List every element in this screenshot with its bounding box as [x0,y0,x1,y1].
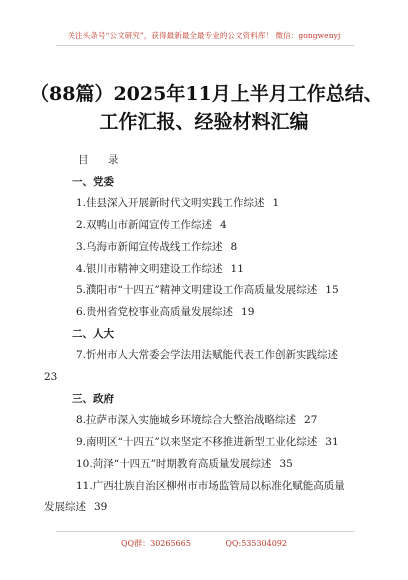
toc-item-page: 27 [304,414,318,427]
toc-item[interactable] [76,302,362,324]
document-title-line-2: 工作汇报、经验材料汇编 [99,111,309,133]
toc-item-page: 8 [230,240,238,253]
document-title [30,80,383,136]
header-divider [56,45,354,46]
toc-item[interactable] [76,193,362,215]
toc-item-page: 23 [44,371,58,384]
header-promo-note: 关注头条号“公文研究”，获得最新最全最专业的公文资料库！ 微信：gongwenyj [67,31,341,40]
toc-item-text: 1.佳县深入开展新时代文明实践工作综述 [76,197,265,210]
document-title-line-1: （88篇）2025年11月上半月工作总结、 [30,83,383,105]
toc-item-text: 9.南明区“十四五”以来坚定不移推进新型工业化综述 [76,436,318,449]
toc-item-continuation [44,497,362,519]
toc-item-text: 10.菏泽“十四五”时期教育高质量发展综述 [76,457,272,470]
toc-item-text: 6.贵州省党校事业高质量发展综述 [76,305,234,318]
toc-item[interactable] [76,215,362,237]
footer-qq: QQ:535304092 [225,539,287,548]
toc-item-page: 1 [272,197,280,210]
table-of-contents [44,150,362,519]
footer-qq-group: QQ群：30265665 [120,539,191,548]
toc-section-government: 三、政府 [72,392,114,405]
toc-item[interactable] [76,237,362,259]
toc-item-page: 19 [241,305,255,318]
footer-divider [56,531,354,532]
toc-item-text: 3.乌海市新闻宣传战线工作综述 [76,240,223,253]
toc-item-page: 39 [94,501,108,514]
toc-item[interactable] [76,280,362,302]
toc-item[interactable] [44,345,362,388]
toc-section-npc: 二、人大 [72,327,114,340]
toc-item-text: 2.双鸭山市新闻宣传工作综述 [76,219,213,232]
toc-item-text: 11.广西壮族自治区柳州市市场监管局以标准化赋能高质量 [76,479,345,492]
toc-item-page: 4 [220,219,227,232]
toc-item[interactable] [44,476,362,519]
toc-item[interactable] [76,259,362,281]
toc-item-continuation-text: 发展综述 [44,501,86,514]
toc-item[interactable] [76,432,362,454]
toc-item-text: 4.银川市精神文明建设工作综述 [76,262,223,275]
toc-item-page: 35 [279,457,293,470]
toc-item-page: 11 [230,262,244,275]
toc-item-text: 7.忻州市人大常委会学法用法赋能代表工作创新实践综述 [76,349,339,362]
toc-item-page: 15 [325,284,339,297]
toc-item-text: 5.濮阳市“十四五”精神文明建设工作高质量发展综述 [76,284,318,297]
toc-item-text: 8.拉萨市深入实施城乡环境综合大整治战略综述 [76,414,297,427]
toc-item-page: 31 [325,436,339,449]
toc-heading: 目 录 [78,154,127,166]
toc-item[interactable] [76,454,362,476]
toc-item[interactable] [76,410,362,432]
toc-section-party: 一、党委 [72,175,114,188]
footer-contact [0,538,408,549]
